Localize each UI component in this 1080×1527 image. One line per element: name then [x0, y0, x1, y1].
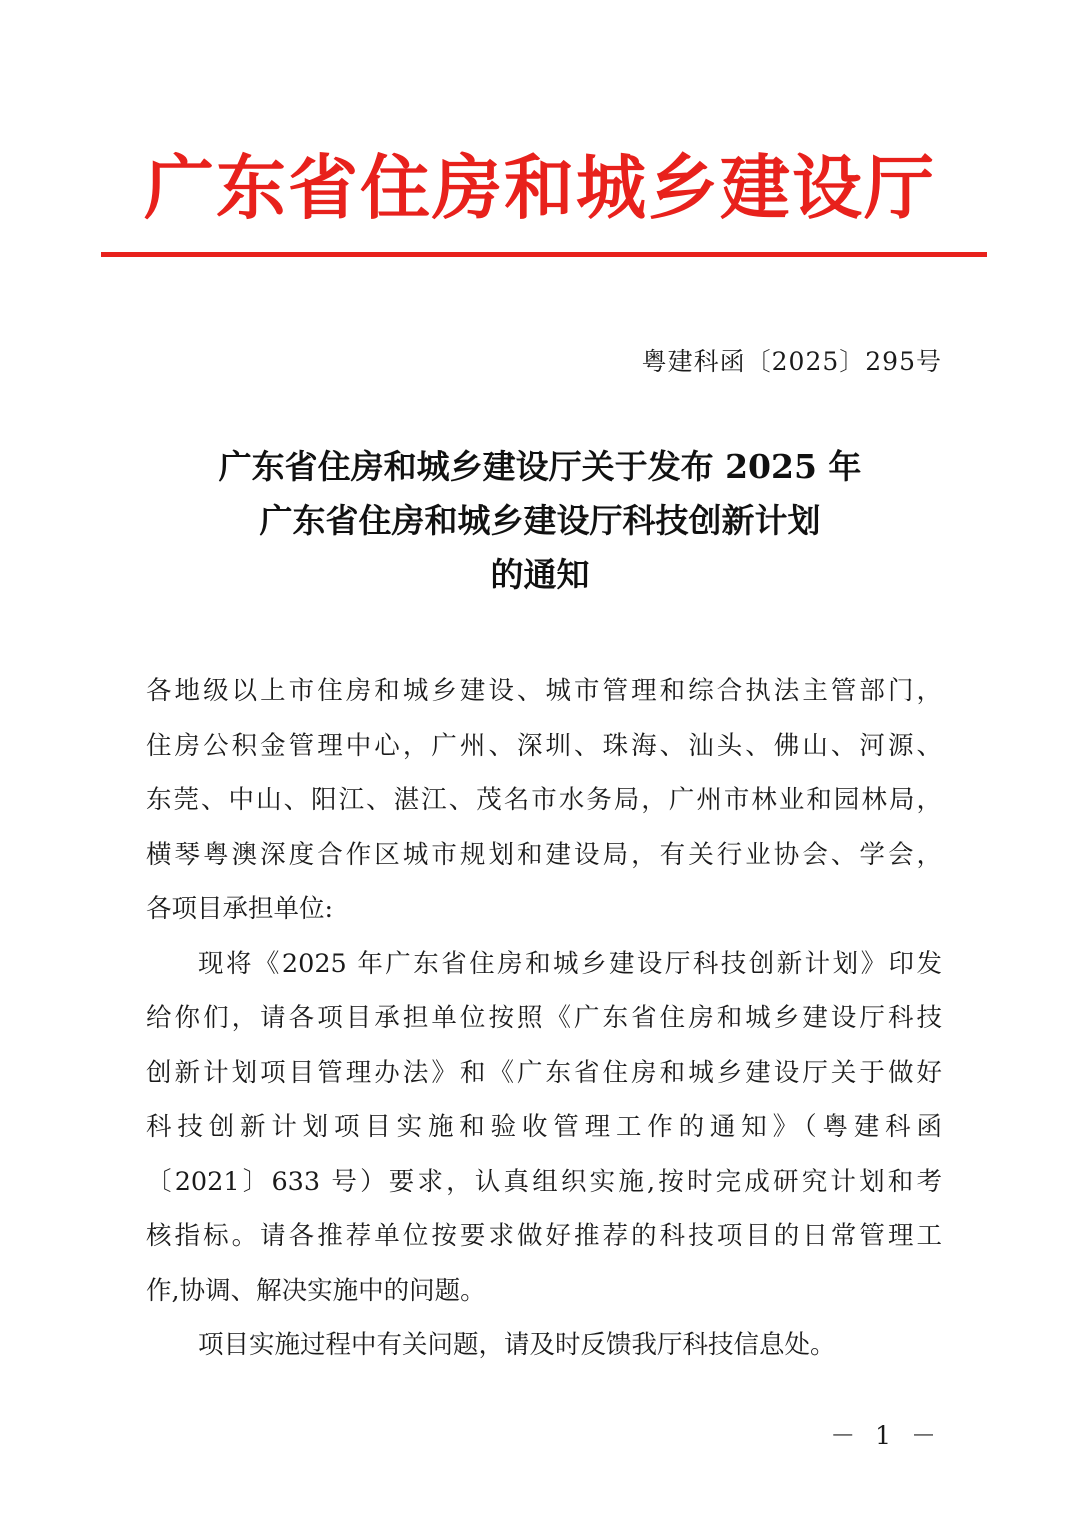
addressee-line: 横琴粤澳深度合作区城市规划和建设局，有关行业协会、学会， [146, 839, 942, 870]
addressee-line: 东莞、中山、阳江、湛江、茂名市水务局，广州市林业和园林局， [146, 785, 942, 815]
addressee-line: 各项目承担单位: [146, 894, 334, 924]
paragraph-line: 科技创新计划项目实施和验收管理工作的通知》（粤建科函 [146, 1112, 942, 1142]
paragraph-line: 项目实施过程中有关问题，请及时反馈我厅科技信息处。 [198, 1330, 836, 1360]
document-title [0, 440, 1080, 602]
issuer-masthead: 广东省住房和城乡建设厅 [144, 146, 936, 229]
title-line: 广东省住房和城乡建设厅科技创新计划 [259, 501, 821, 540]
document-body [146, 664, 942, 1373]
page-number: － 1 － [830, 1421, 942, 1450]
paragraph-line: 〔2021〕633 号）要求，认真组织实施,按时完成研究计划和考 [146, 1166, 942, 1197]
paragraph-line: 创新计划项目管理办法》和《广东省住房和城乡建设厅关于做好 [146, 1057, 942, 1088]
masthead-red-rule [101, 252, 987, 257]
document-number: 粤建科函〔2025〕295号 [641, 347, 942, 376]
paragraph-line: 作,协调、解决实施中的问题。 [146, 1275, 486, 1306]
addressee-line: 住房公积金管理中心，广州、深圳、珠海、汕头、佛山、河源、 [146, 730, 942, 761]
addressee-line: 各地级以上市住房和城乡建设、城市管理和综合执法主管部门， [146, 676, 942, 706]
paragraph-line: 给你们，请各项目承担单位按照《广东省住房和城乡建设厅科技 [146, 1003, 942, 1033]
paragraph-line: 现将《2025 年广东省住房和城乡建设厅科技创新计划》印发 [198, 948, 942, 979]
paragraph-line: 核指标。请各推荐单位按要求做好推荐的科技项目的日常管理工 [146, 1221, 942, 1251]
title-line: 的通知 [490, 555, 590, 594]
title-line: 广东省住房和城乡建设厅关于发布 2025 年 [218, 447, 862, 486]
